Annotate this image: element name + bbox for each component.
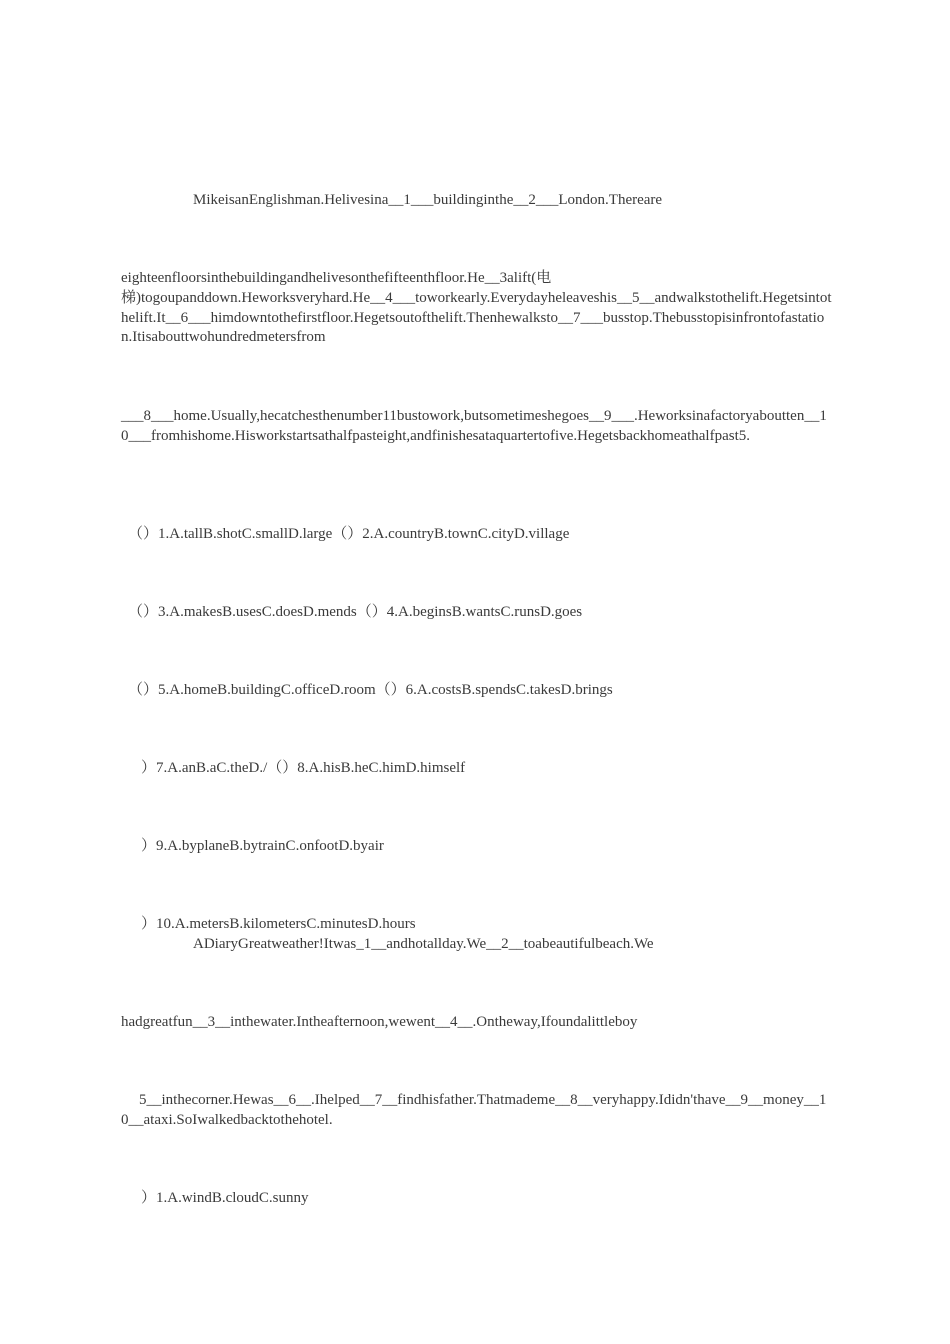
passage2-intro: ADiaryGreatweather!Itwas_1__andhotallday.We__2__toabeautifulbeach.We (193, 936, 654, 952)
question-row-5: ）9.A.byplaneB.bytrainC.onfootD.byair (141, 838, 384, 854)
passage2-paragraph3: 5__inthecorner.Hewas__6__.Ihelped__7__findhisfather.Thatmademe__8__veryhappy.Ididn'thave__9__money__10__ataxi.SoIwalkedbacktothehotel. (121, 1092, 827, 1128)
passage1-paragraph2-body: 梯)togoupanddown.Heworksveryhard.He__4___toworkearly.Everydayheleaveshis__5__andwalkstothelift.Hegetsintothelift.It__6___himdowntothefirstfloor.Hegetsoutofthelift.Thenhewalksto__7___busstop.Thebusstopisinfrontofastation.Itisabouttwohundredmetersfrom (121, 290, 832, 345)
question2-row-1: ）1.A.windB.cloudC.sunny (141, 1190, 309, 1206)
question-row-3: （）5.A.homeB.buildingC.officeD.room（）6.A.costsB.spendsC.takesD.brings (128, 682, 613, 698)
passage1-intro: MikeisanEnglishman.Helivesina__1___buildinginthe__2___London.Thereare (193, 192, 663, 208)
question-row-4: ）7.A.anB.aC.theD./（）8.A.hisB.heC.himD.himself (141, 760, 466, 776)
passage1-paragraph3: ___8___home.Usually,hecatchesthenumber11bustowork,butsometimeshegoes__9___.Heworksinafactoryaboutten__10___fromhishome.Hisworkstartsathalfpasteight,andfinishesataquartertofive.Hegetsbackhomeathalfpast5. (121, 408, 827, 444)
question-row-2: （）3.A.makesB.usesC.doesD.mends（）4.A.beginsB.wantsC.runsD.goes (128, 604, 583, 620)
passage2-paragraph2: hadgreatfun__3__inthewater.Intheafternoon,wewent__4__.Ontheway,Ifoundalittleboy (121, 1014, 638, 1030)
question-row-1: （）1.A.tallB.shotC.smallD.large（）2.A.countryB.townC.cityD.village (128, 526, 570, 542)
question-row-6: ）10.A.metersB.kilometersC.minutesD.hours (141, 916, 416, 932)
passage1-paragraph2-line1: eighteenfloorsinthebuildingandhelivesonthefifteenthfloor.He__3alift(电 (121, 270, 552, 286)
